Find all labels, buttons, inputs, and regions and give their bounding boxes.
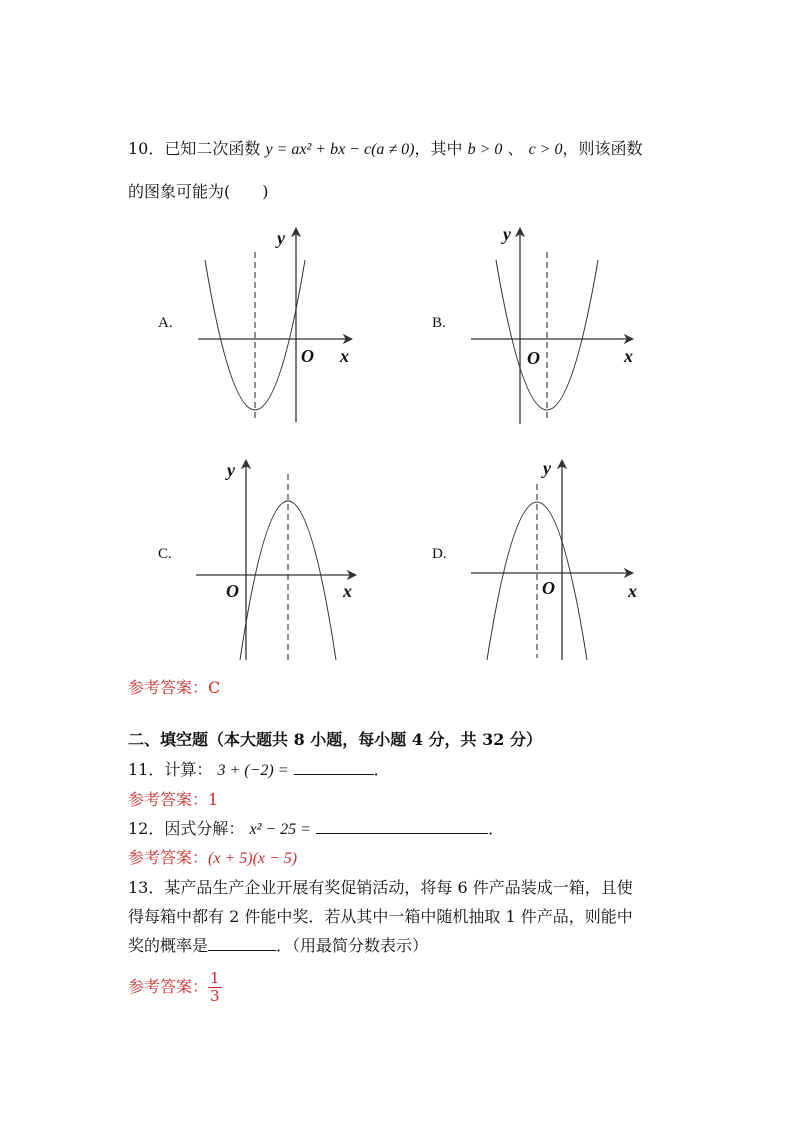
y-axis-label: y xyxy=(277,228,285,248)
origin-label: O xyxy=(226,581,239,601)
x-axis-label: x xyxy=(343,581,352,601)
q10-stem-b: ，其中 xyxy=(414,139,468,158)
option-c-label: C. xyxy=(158,546,172,562)
option-b-graph xyxy=(465,222,645,432)
x-axis-label: x xyxy=(628,581,637,601)
q13-answer xyxy=(128,970,222,1005)
q10-number: 10． xyxy=(128,139,165,158)
x-axis-label: x xyxy=(340,346,349,366)
q10-stem-line2: 的图象可能为( ) xyxy=(128,182,269,201)
answer-value: (x + 5)(x − 5) xyxy=(208,850,298,867)
origin-label: O xyxy=(527,348,540,368)
answer-label: 参考答案： xyxy=(128,790,209,809)
q13-line3 xyxy=(128,936,428,956)
option-a-label: A. xyxy=(158,315,173,331)
q11-expr: 3 + (−2) = xyxy=(217,762,289,779)
q11-end: ． xyxy=(373,760,390,779)
answer-value: 1 xyxy=(208,790,219,809)
q13-line3-a: 奖的概率是 xyxy=(128,936,209,955)
q11-stem xyxy=(128,760,390,781)
option-d-graph xyxy=(465,454,645,664)
q12-answer xyxy=(128,848,297,869)
q10-cond2: c > 0 xyxy=(528,141,563,158)
answer-label: 参考答案： xyxy=(128,848,209,867)
q12-end: ． xyxy=(488,819,505,838)
option-b-label: B. xyxy=(432,315,446,331)
q12-expr: x² − 25 = xyxy=(249,821,311,838)
q10-formula: y = ax² + bx − c(a ≠ 0) xyxy=(265,141,415,158)
q13-line3-b: ．（用最简分数表示） xyxy=(276,936,429,955)
option-c-graph xyxy=(190,454,370,664)
x-axis-label: x xyxy=(624,346,633,366)
answer-value: C xyxy=(208,678,221,697)
origin-label: O xyxy=(301,346,314,366)
section-title: 二、填空题（本大题共 8 小题，每小题 4 分，共 32 分） xyxy=(128,730,542,749)
q11-text: 11．计算： xyxy=(128,760,213,779)
q10-stem-c: ，则该函数 xyxy=(562,139,643,158)
origin-label: O xyxy=(542,578,555,598)
y-axis-label: y xyxy=(503,224,511,244)
answer-fraction xyxy=(208,970,222,1005)
q13-line1: 13．某产品生产企业开展有奖促销活动，将每 6 件产品装成一箱，且使 xyxy=(128,878,633,897)
q12-stem xyxy=(128,819,504,840)
fraction-denominator: 3 xyxy=(210,987,220,1005)
option-a-graph xyxy=(190,222,370,432)
y-axis-label: y xyxy=(227,460,235,480)
y-axis-label: y xyxy=(543,458,551,478)
answer-label: 参考答案： xyxy=(128,977,209,996)
q11-answer xyxy=(128,790,218,810)
q10-stem-line1 xyxy=(128,139,643,160)
q10-cond1: b > 0 xyxy=(467,141,503,158)
q13-blank[interactable] xyxy=(208,936,276,951)
option-d-label: D. xyxy=(432,546,447,562)
answer-label: 参考答案： xyxy=(128,678,209,697)
q12-blank[interactable] xyxy=(316,819,488,834)
q13-line2: 得每箱中都有 2 件能中奖．若从其中一箱中随机抽取 1 件产品，则能中 xyxy=(128,907,633,926)
fraction-numerator: 1 xyxy=(210,969,220,987)
q10-sep: 、 xyxy=(502,139,529,158)
q11-blank[interactable] xyxy=(294,760,374,775)
q10-stem-a: 已知二次函数 xyxy=(164,139,266,158)
q10-answer xyxy=(128,678,220,698)
q12-text: 12．因式分解： xyxy=(128,819,245,838)
